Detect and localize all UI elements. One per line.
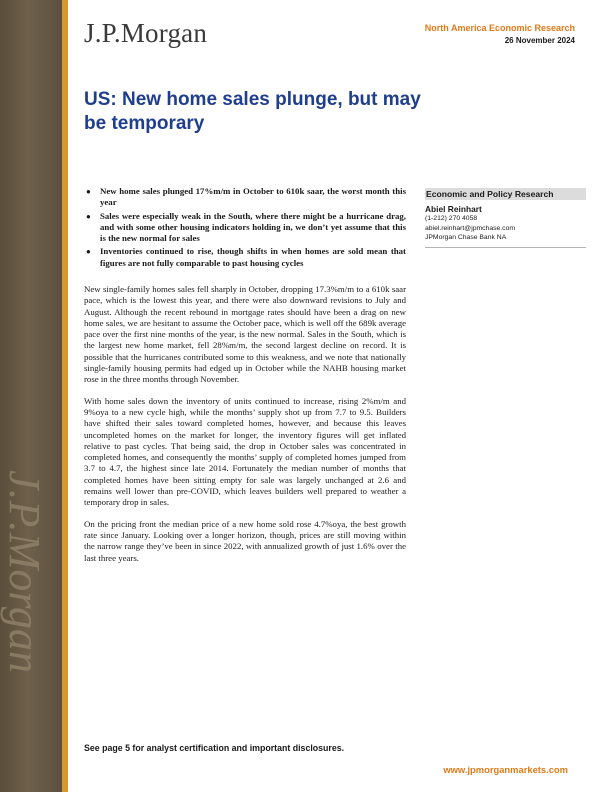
- jpmorgan-logo: J.P.Morgan: [84, 18, 208, 48]
- report-date: 26 November 2024: [504, 36, 575, 45]
- analyst-email-link[interactable]: abiel.reinhart@jpmchase.com: [425, 224, 516, 232]
- analyst-department: Economic and Policy Research: [425, 188, 586, 200]
- body-paragraph: On the pricing front the median price of a new home sold rose 4.7%oya, the best growth rate since January. Looking over a longer horizon, though, prices are still moving within the narrow range they’ve been in since 2022, with annualized growth of just 1.6% over the last three years.: [84, 518, 406, 563]
- body-paragraph: New single-family homes sales fell sharply in October, dropping 17.3%m/m to a 610k saar pace, which is the lowest this year, and there were also downward revisions to July and August. Although the recent rebound in mortgage rates should have been a drag on new home sales, we are hesitant to assume the October pace, which is well off the 689k average pace over the first nine months of the year, is the new normal. Sales in the South, which is the largest new home market, fell 28%m/m, the second largest decline on record. It is possible that the hurricanes contributed some to this weakness, and we note that nationally single-family housing permits had edged up in October while the NAHB housing market rose in the three months through November.: [84, 284, 406, 385]
- key-point: [84, 246, 406, 269]
- report-body: [84, 284, 406, 574]
- bullet-icon: ●: [86, 247, 91, 257]
- analyst-divider: [425, 247, 586, 248]
- analyst-name: Abiel Reinhart: [425, 204, 482, 214]
- bullet-icon: ●: [86, 187, 91, 196]
- report-header: [425, 23, 575, 45]
- key-point: [84, 186, 406, 209]
- sidebar-accent-stripe: [62, 0, 68, 792]
- key-point-text: Inventories continued to rise, though shifts in when homes are sold mean that figures are not fully comparable to past housing cycles: [100, 246, 406, 268]
- bullet-icon: ●: [86, 211, 91, 221]
- analyst-company: JPMorgan Chase Bank NA: [425, 234, 507, 242]
- jpmorganmarkets-link[interactable]: www.jpmorganmarkets.com: [443, 764, 568, 775]
- key-point-text: New home sales plunged 17%m/m in October to 610k saar, the worst month this year: [100, 186, 406, 208]
- key-point: [84, 211, 406, 245]
- body-paragraph: With home sales down the inventory of units continued to increase, rising 2%m/m and 9%oya to a new cycle high, while the months’ supply shot up from 7.7 to 9.5. Builders have shifted their sales toward completed homes, however, and because this leaves uncompleted homes on the market for longer, the inventory figures will get inflated relative to past cycles. That being said, the drop in October sales was concentrated in completed homes, and consequently the months’ supply of completed homes jumped from 3.7 to 4.7, the highest since late 2014. Fortunately the median number of months that completed homes have been sitting empty for sale was largely unchanged at 2.6 and remains well lower than pre-COVID, which leaves builders well prepared to weather a temporary drop in sales.: [84, 395, 406, 508]
- key-point-text: Sales were especially weak in the South, where there might be a hurricane drag, and with some other housing indicators holding in, we don’t yet assume that this is the new normal for sales: [100, 210, 406, 244]
- sidebar-watermark-logo: J.P.Morgan: [0, 470, 49, 673]
- analyst-phone: (1-212) 270 4058: [425, 215, 478, 222]
- analyst-contact-block: [425, 188, 586, 248]
- sidebar-band: [0, 0, 62, 792]
- research-department: North America Economic Research: [424, 23, 575, 33]
- report-title: US: New home sales plunge, but may be temporary: [84, 89, 421, 134]
- key-points-list: [84, 186, 406, 271]
- disclosure-note: See page 5 for analyst certification and important disclosures.: [84, 743, 345, 753]
